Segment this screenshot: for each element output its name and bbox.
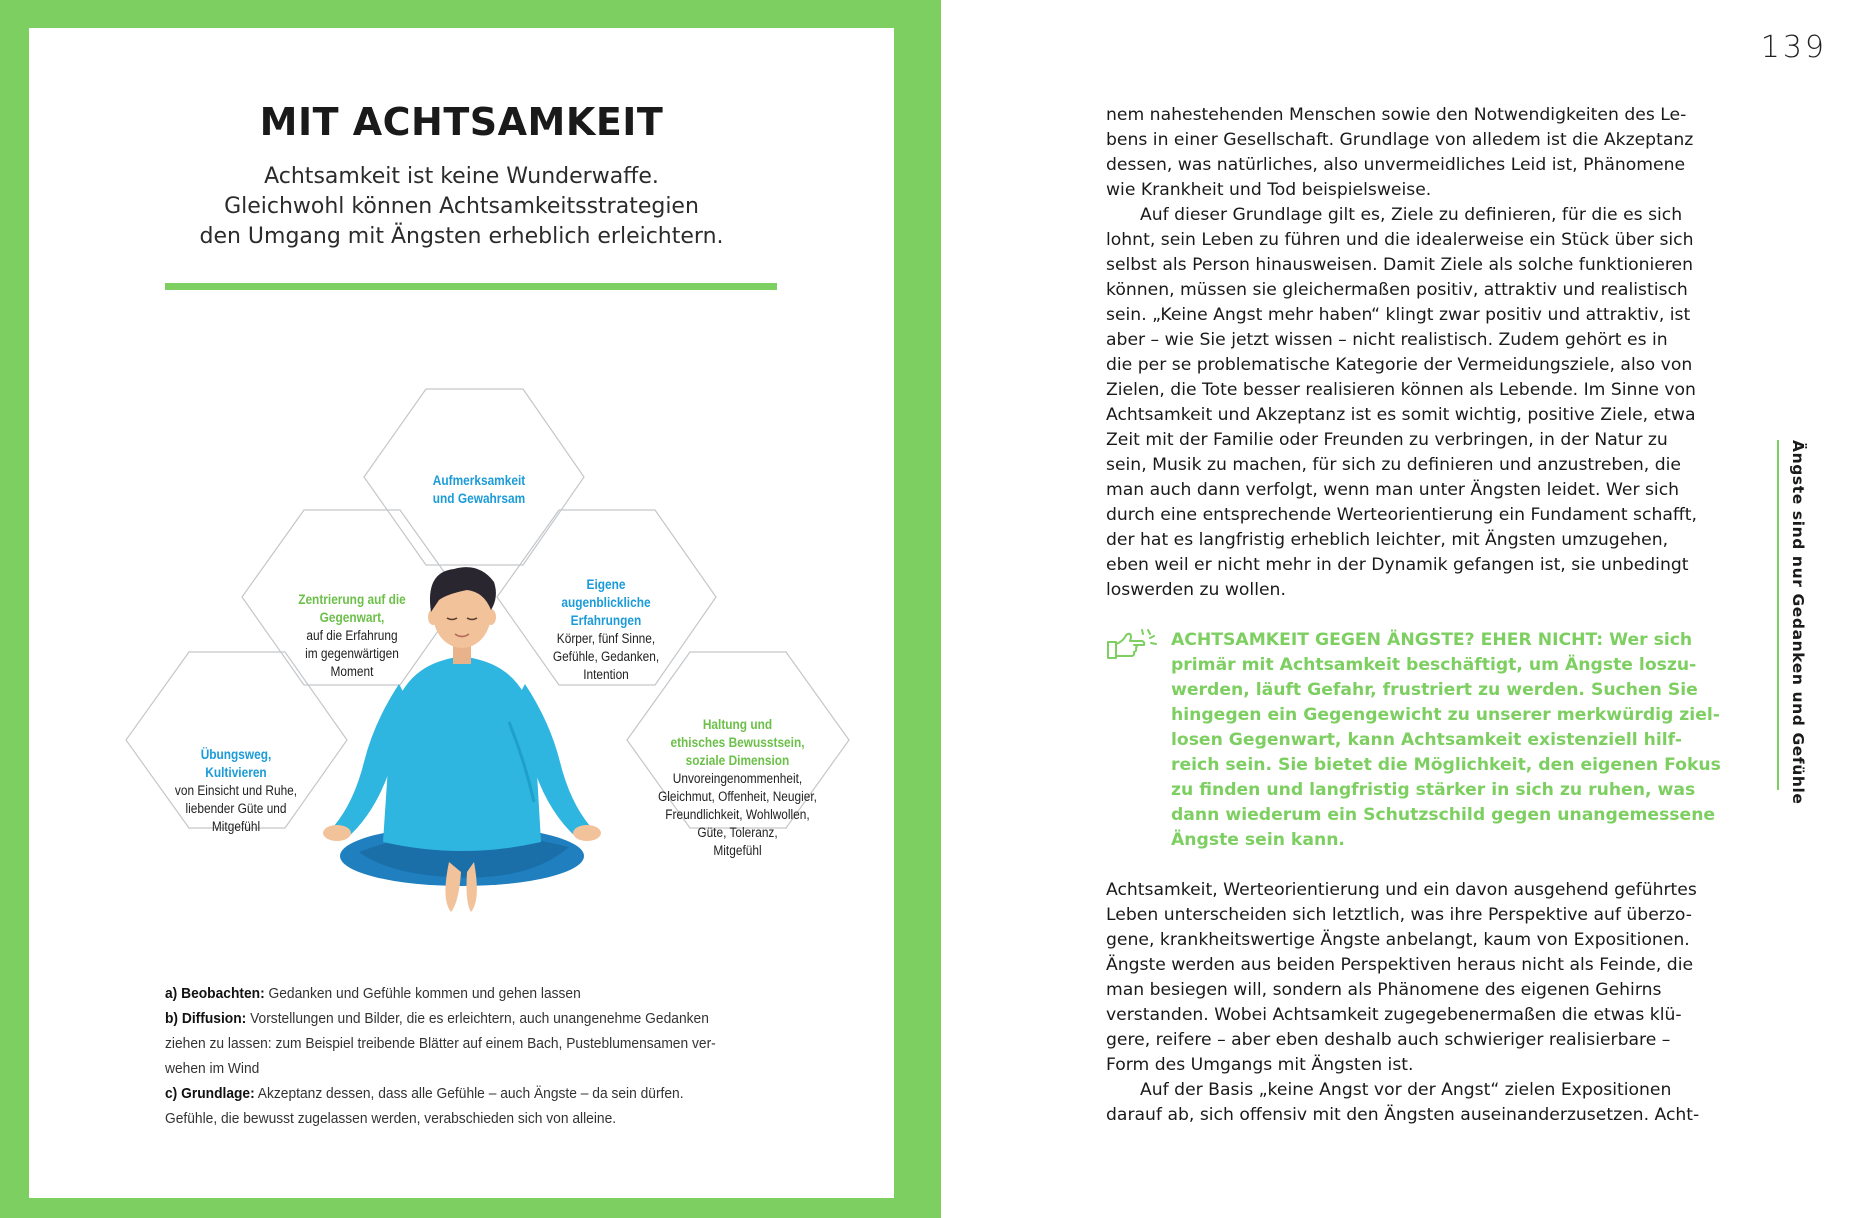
text-line: Auf dieser Grundlage gilt es, Ziele zu definieren, für die es sich [1140,205,1683,225]
callout-line: zu finden und langfristig stärker in sich zu ruhen, was [1171,780,1696,800]
hexagon-heading: ethisches Bewusstsein, [670,735,805,750]
callout-line: reich sein. Sie bietet die Möglichkeit, den eigenen Fokus [1171,755,1721,775]
hexagon-label-attention [417,472,540,508]
hexagon-text: Mitgefühl [713,843,762,858]
hexagon-diagram [29,358,894,938]
subtitle-line: Gleichwohl können Achtsamkeitsstrategien [224,194,699,219]
note-line [165,1056,754,1081]
infographic-panel [29,28,894,1198]
page-title: MIT ACHTSAMKEIT [259,100,664,144]
page-number: 139 [1760,30,1827,65]
text-line: dessen, was natürliches, also unvermeidliches Leid ist, Phänomene [1106,155,1686,175]
text-line: Auf der Basis „keine Angst vor der Angst“ zielen Expositionen [1140,1080,1672,1100]
hexagon-text: Unvoreingenommenheit, [672,771,803,786]
hexagon-heading: Gegenwart, [319,610,385,625]
body-paragraph [1106,103,1726,603]
callout-line: losen Gegenwart, kann Achtsamkeit existenziell hilf- [1171,730,1682,750]
divider [165,283,777,290]
subtitle-line: den Umgang mit Ängsten erheblich erleichtern. [199,224,724,249]
text-line: sein. „Keine Angst mehr haben“ klingt zwar positiv und attraktiv, ist [1106,305,1691,325]
hexagon-text: Gefühle, Gedanken, [552,649,660,664]
hexagon-heading: Kultivieren [205,765,267,780]
hexagon-text: Gleichmut, Offenheit, Neugier, [658,789,817,804]
hexagon-text: Mitgefühl [211,819,261,834]
text-line: durch eine entsprechende Werteorientierung ein Fundament schafft, [1106,505,1697,525]
text-line: gere, reifere – aber eben deshalb auch schwieriger realisierbare – [1106,1030,1671,1050]
text-line: selbst als Person hinausweisen. Damit Ziele als solche funktionieren [1106,255,1694,275]
hexagon-label-practice [161,746,311,836]
pointing-hand-icon [1106,626,1158,662]
text-line: man auch dann verfolgt, wenn man unter Ängsten leidet. Wer sich [1106,480,1680,500]
note-line [165,1081,754,1106]
text-line: sein, Musik zu machen, für sich zu definieren und anzustreben, die [1106,455,1681,475]
text-line: Form des Umgangs mit Ängsten ist. [1106,1055,1414,1075]
text-line: der hat es langfristig erheblich leichter, mit Ängsten umzugehen, [1106,530,1669,550]
note-text: Akzeptanz dessen, dass alle Gefühle – auch Ängste – da sein dürfen. [254,1085,684,1102]
note-line [165,1031,754,1056]
note-line [165,1006,754,1031]
hexagon-heading: Erfahrungen [570,613,642,628]
text-line: Leben unterscheiden sich letztlich, was ihre Perspektive auf überzo- [1106,905,1692,925]
hexagon-heading: Zentrierung auf die [298,592,406,607]
callout-box [1171,628,1741,853]
hexagon-label-present [286,591,418,681]
hexagon-heading: Aufmerksamkeit [432,473,526,488]
hexagon-heading: augenblickliche [561,595,651,610]
callout-line: hingegen ein Gegengewicht zu unserer merkwürdig ziel- [1171,705,1720,725]
text-line: lohnt, sein Leben zu führen und die idealerweise ein Stück über sich [1106,230,1694,250]
text-line: Ängste werden aus beiden Perspektiven heraus nicht als Feinde, die [1106,955,1694,975]
hexagon-text: Güte, Toleranz, [697,825,778,840]
hexagon-label-ethics [647,716,827,860]
notes-list [165,981,754,1131]
hexagon-heading: Eigene [586,577,626,592]
callout-line: Ängste sein kann. [1171,830,1345,850]
hexagon-text: auf die Erfahrung [306,628,398,643]
note-term: c) Grundlage: [165,1085,255,1102]
callout-line: primär mit Achtsamkeit beschäftigt, um Ängste loszu- [1171,655,1697,675]
note-text: Gefühle, die bewusst zugelassen werden, verabschieden sich von alleine. [165,1110,617,1127]
text-line: eben weil er nicht mehr in der Dynamik gefangen ist, sie unbedingt [1106,555,1689,575]
note-term: b) Diffusion: [165,1010,247,1027]
note-text: Vorstellungen und Bilder, die es erleichtern, auch unangenehme Gedanken [246,1010,709,1027]
text-line: Achtsamkeit, Werteorientierung und ein davon ausgehend geführtes [1106,880,1697,900]
note-line [165,1106,754,1131]
chapter-side-title: Ängste sind nur Gedanken und Gefühle [1777,440,1807,790]
note-text: Gedanken und Gefühle kommen und gehen lassen [264,985,581,1002]
hexagon-text: Freundlichkeit, Wohlwollen, [665,807,810,822]
note-line [165,981,754,1006]
hexagon-text: Körper, fünf Sinne, [556,631,656,646]
text-line: bens in einer Gesellschaft. Grundlage von alledem ist die Akzeptanz [1106,130,1694,150]
side-title-wrapper [1771,440,1811,805]
text-line: loswerden zu wollen. [1106,580,1286,600]
text-line: gene, krankheitswertige Ängste anbelangt, kaum von Expositionen. [1106,930,1690,950]
text-line: können, müssen sie gleichermaßen positiv, attraktiv und realistisch [1106,280,1688,300]
callout-line: dann wiederum ein Schutzschild gegen unangemessene [1171,805,1716,825]
subtitle-line: Achtsamkeit ist keine Wunderwaffe. [264,164,659,189]
text-line: aber – wie Sie jetzt wissen – nicht realistisch. Zudem gehört es in [1106,330,1668,350]
subtitle [29,162,894,252]
text-line: Achtsamkeit und Akzeptanz ist es somit wichtig, positive Ziele, etwa [1106,405,1696,425]
text-line: man besiegen will, sondern als Phänomene des eigenen Gehirns [1106,980,1662,1000]
text-line: nem nahestehenden Menschen sowie den Notwendigkeiten des Le- [1106,105,1687,125]
hexagon-heading: soziale Dimension [685,753,790,768]
hexagon-heading: und Gewahrsam [432,491,526,506]
hexagon-text: von Einsicht und Ruhe, [174,783,298,798]
hexagon-text: liebender Güte und [185,801,287,816]
text-line: darauf ab, sich offensiv mit den Ängsten auseinanderzusetzen. Acht- [1106,1105,1700,1125]
hexagon-text: Intention [583,667,629,682]
right-page [941,0,1870,1218]
body-paragraph [1106,878,1726,1128]
callout-line: werden, läuft Gefahr, frustriert zu werden. Suchen Sie [1171,680,1698,700]
note-term: a) Beobachten: [165,985,265,1002]
note-text: wehen im Wind [165,1060,260,1077]
hexagon-text: Moment [330,664,374,679]
hexagon-heading: Übungsweg, [200,747,272,762]
text-line: Zielen, die Tote besser realisieren können als Lebende. Im Sinne von [1106,380,1696,400]
text-line: die per se problematische Kategorie der Vermeidungsziele, also von [1106,355,1693,375]
hexagon-text: im gegenwärtigen [305,646,399,661]
hexagon-heading: Haltung und [702,717,773,732]
note-text: ziehen zu lassen: zum Beispiel treibende Blätter auf einem Bach, Pusteblumensamen ver- [165,1035,716,1052]
hexagon-label-experiences [544,576,667,684]
text-line: wie Krankheit und Tod beispielsweise. [1106,180,1432,200]
text-line: Zeit mit der Familie oder Freunden zu verbringen, in der Natur zu [1106,430,1668,450]
callout-line: ACHTSAMKEIT GEGEN ÄNGSTE? EHER NICHT: Wer sich [1171,630,1693,650]
text-line: verstanden. Wobei Achtsamkeit zugegebenermaßen die etwas klü- [1106,1005,1682,1025]
